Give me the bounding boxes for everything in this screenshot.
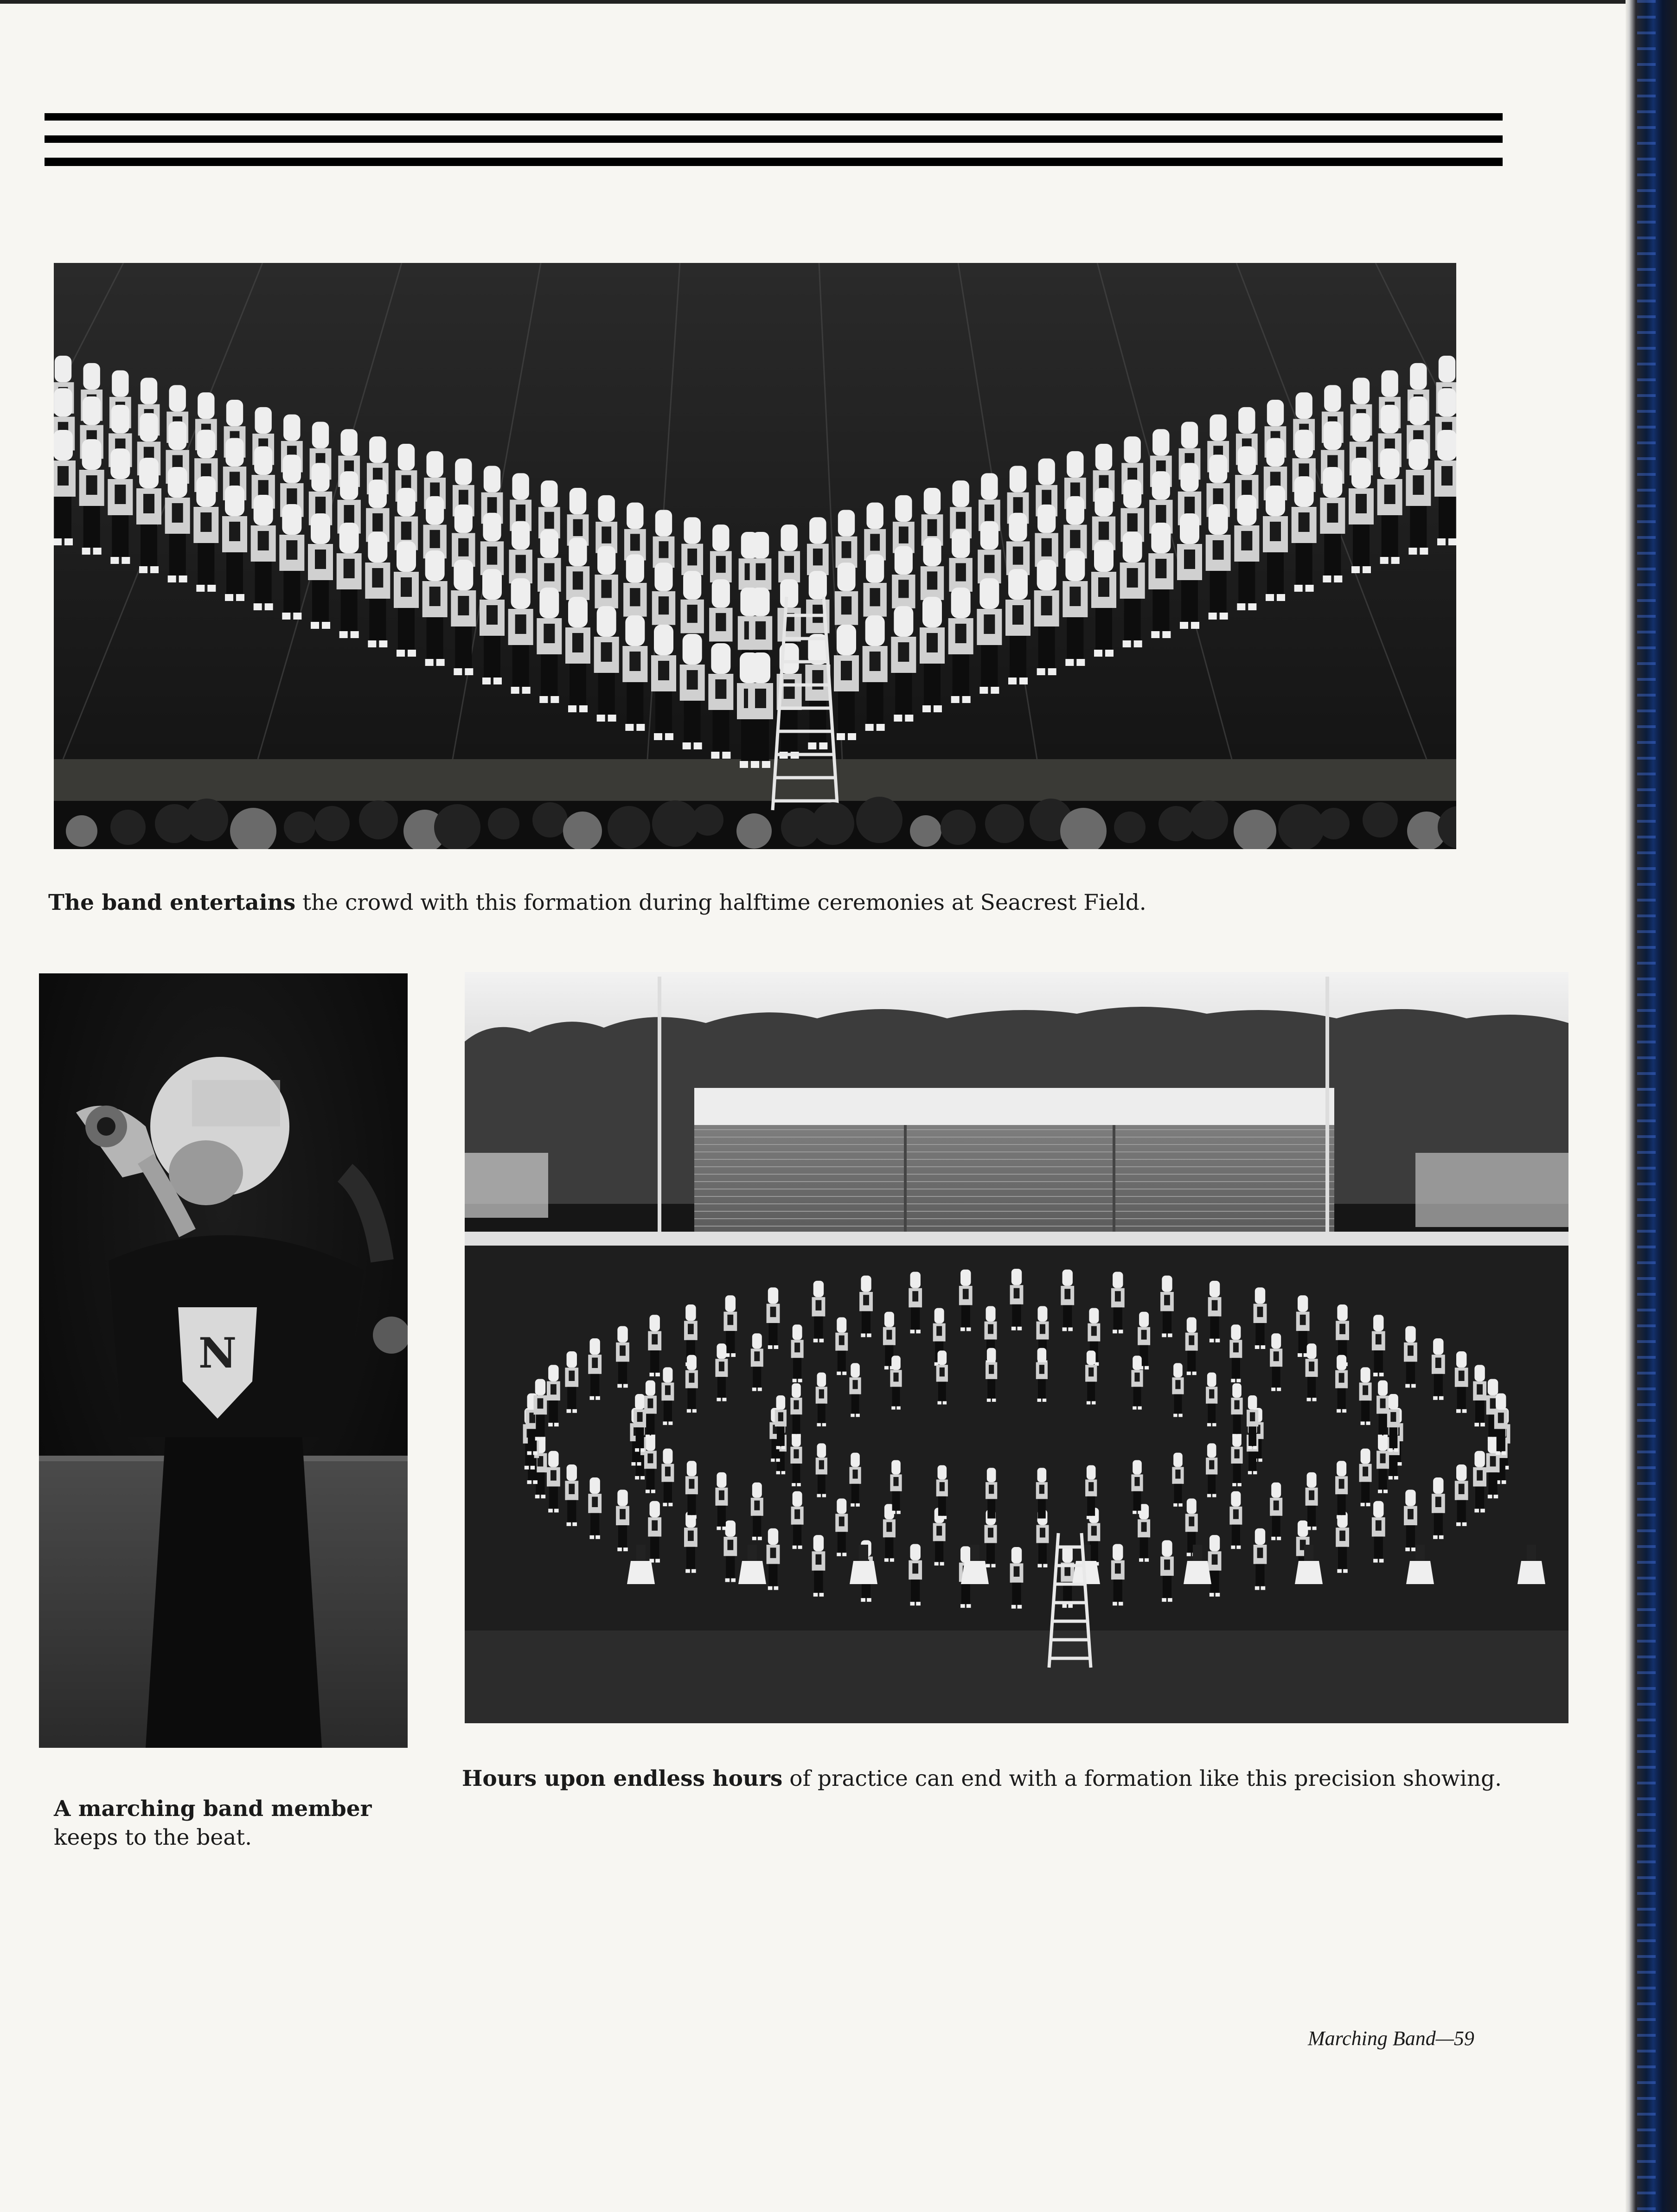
- header-rule-2: [45, 135, 1503, 143]
- band-member-caption: [54, 1795, 425, 1852]
- stadium-formation-caption-text: of practice can end with a formation like this precision showing.: [782, 1766, 1502, 1791]
- header-rule-1: [45, 113, 1503, 121]
- svg-text:N: N: [198, 1329, 237, 1378]
- stadium-formation-photo: [465, 972, 1568, 1723]
- halftime-caption-lead: The band entertains: [48, 890, 296, 915]
- folio-section: Marching Band: [1308, 2027, 1436, 2050]
- scan-edge: [0, 0, 1677, 4]
- halftime-caption-text: the crowd with this formation during halftime ceremonies at Seacrest Field.: [295, 890, 1146, 915]
- spine-texture: [1637, 0, 1656, 2212]
- page-folio: [1308, 2027, 1474, 2050]
- halftime-formation-photo: [54, 263, 1456, 849]
- halftime-caption: [48, 889, 1463, 917]
- band-member-caption-lead: A marching band member: [54, 1796, 372, 1822]
- stadium-formation-caption: [462, 1764, 1575, 1793]
- folio-separator: —: [1435, 2027, 1454, 2050]
- band-member-caption-text: keeps to the beat.: [54, 1825, 252, 1850]
- band-member-photo: [39, 973, 408, 1748]
- folio-page-number: 59: [1453, 2027, 1474, 2050]
- header-rule-3: [45, 158, 1503, 166]
- stadium-formation-caption-lead: Hours upon endless hours: [462, 1766, 783, 1791]
